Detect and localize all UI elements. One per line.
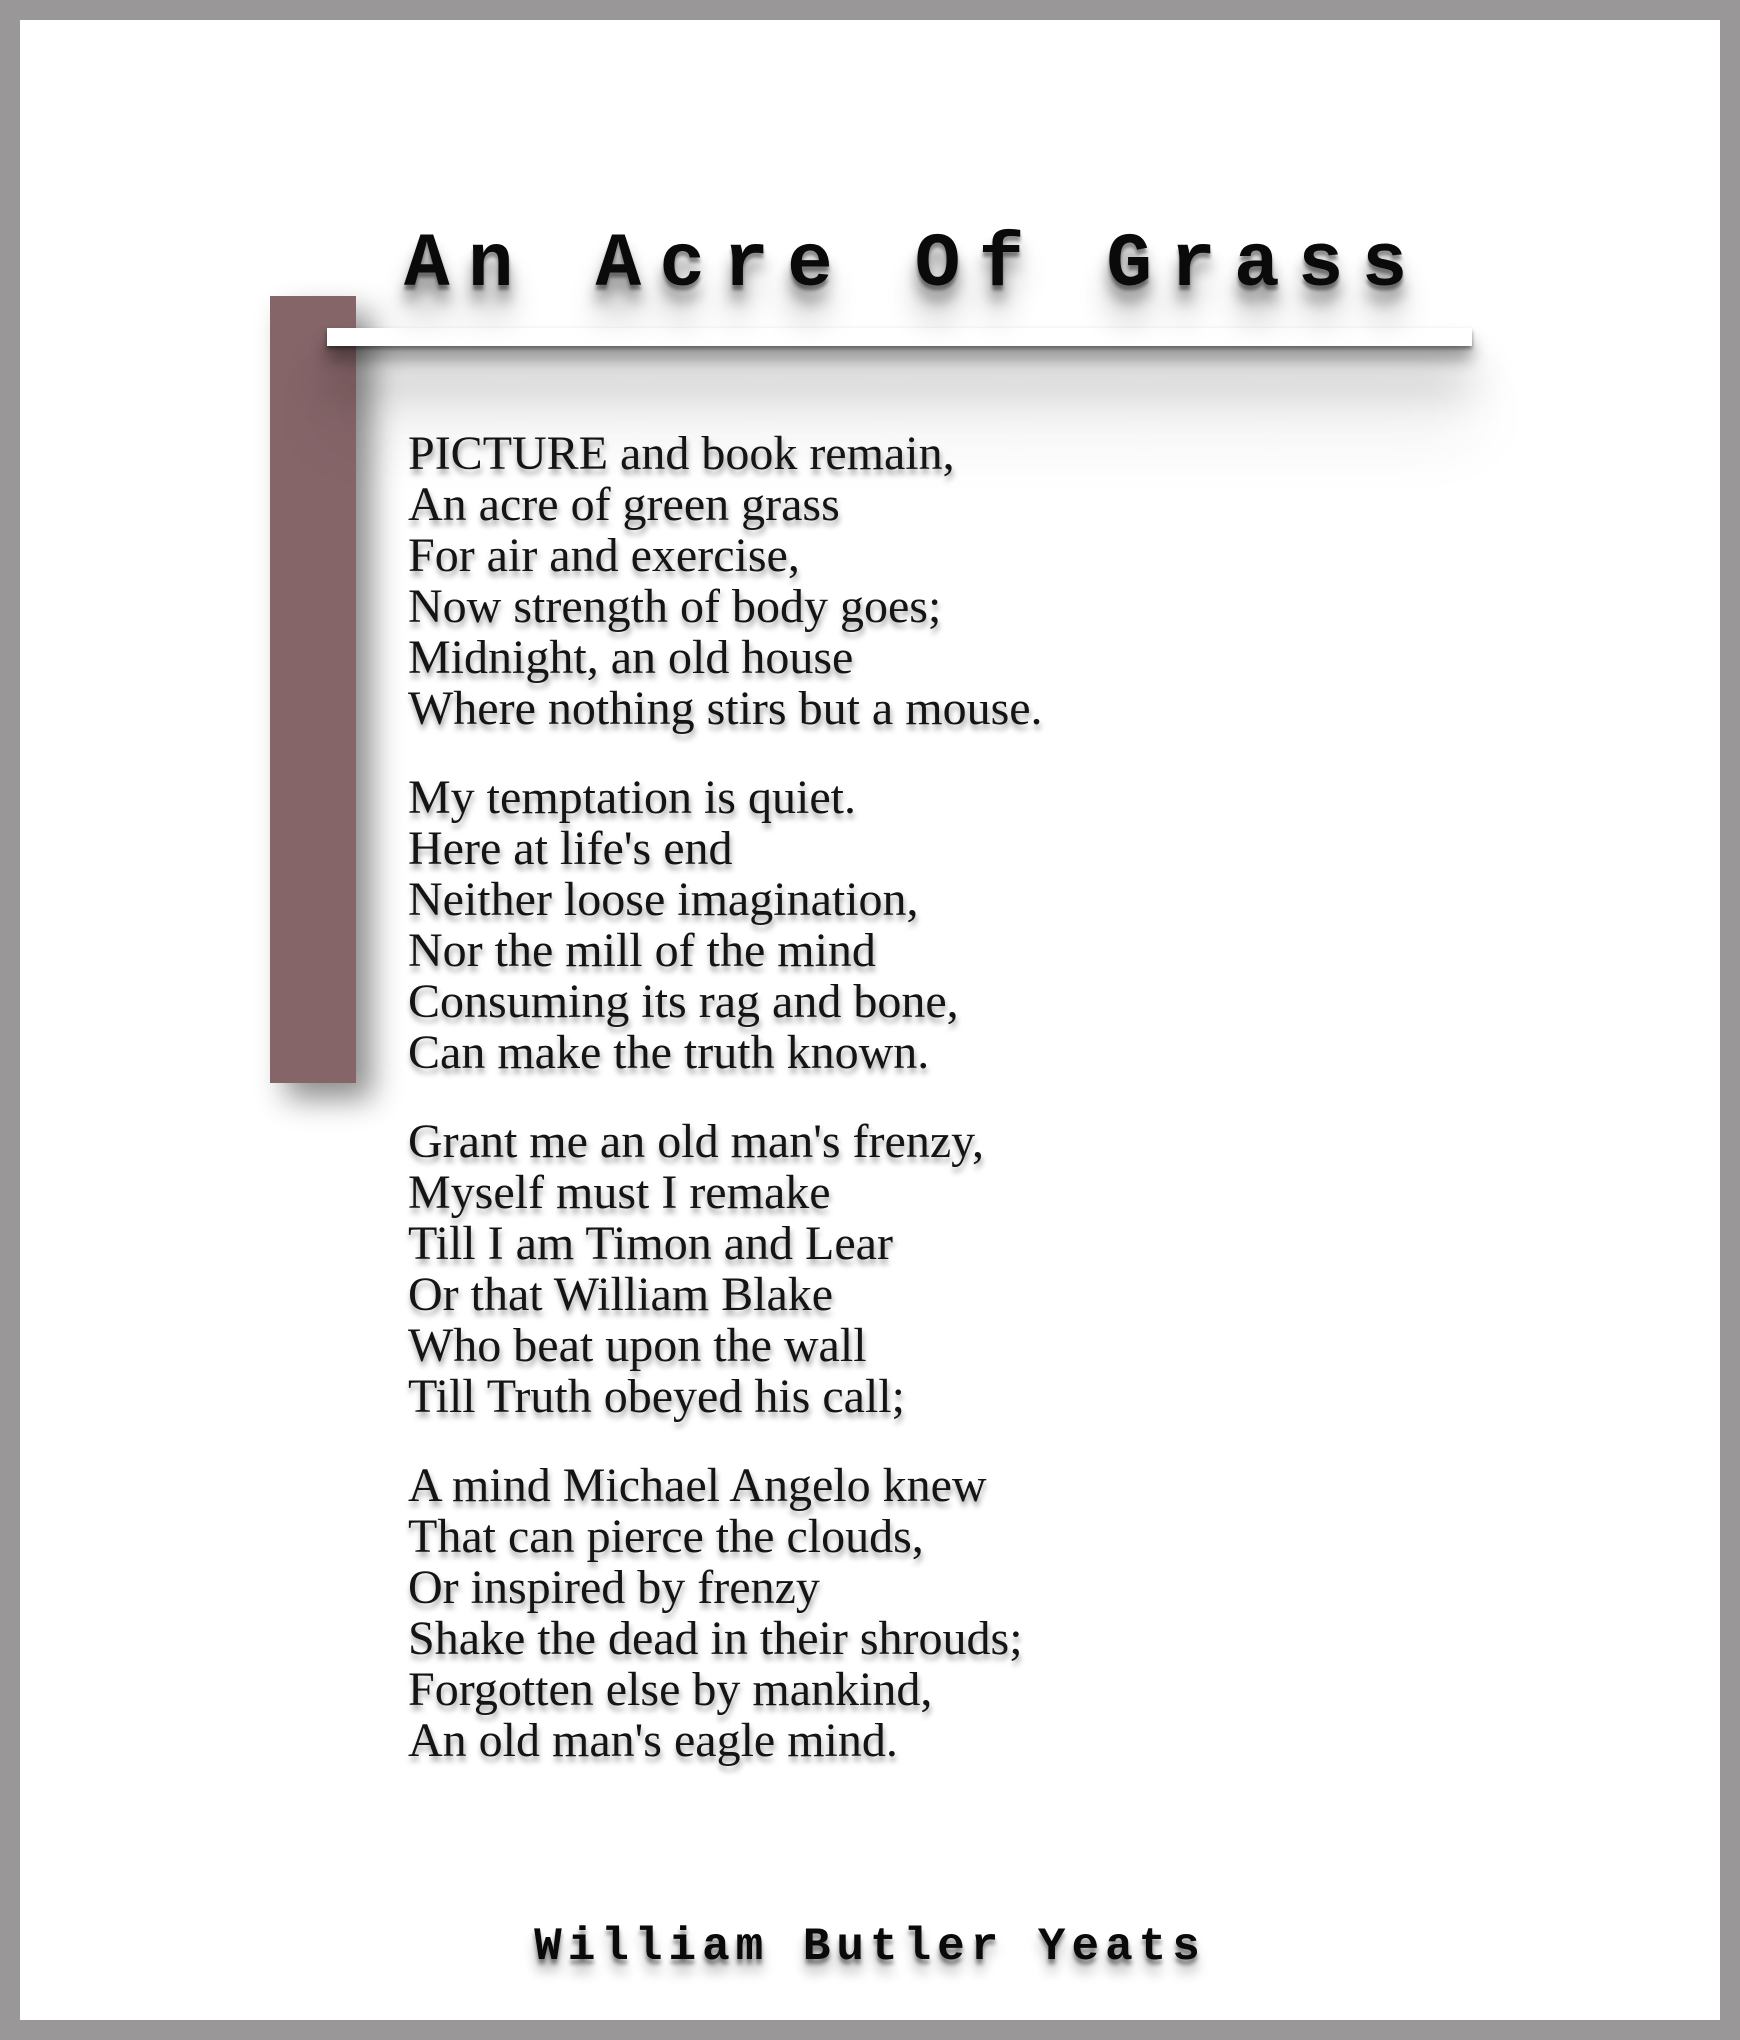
poem-line: Midnight, an old house	[408, 631, 854, 684]
poem-line: Here at life's end	[408, 822, 733, 875]
poem-line: Grant me an old man's frenzy,	[408, 1115, 984, 1168]
poem-line: My temptation is quiet.	[408, 771, 856, 824]
stanza	[408, 772, 1043, 1078]
poem-line: Or inspired by frenzy	[408, 1561, 820, 1614]
poem-line: Who beat upon the wall	[408, 1319, 867, 1372]
poem-line: An acre of green grass	[408, 478, 840, 531]
title-underline-rule	[327, 328, 1472, 346]
stanza	[408, 428, 1043, 734]
poem-line: Where nothing stirs but a mouse.	[408, 682, 1043, 735]
poem-line: Can make the truth known.	[408, 1026, 930, 1079]
poem-author: William Butler Yeats	[534, 1921, 1206, 1973]
poem-line: Nor the mill of the mind	[408, 924, 876, 977]
stanza	[408, 1116, 1043, 1422]
poem-line: Forgotten else by mankind,	[408, 1663, 933, 1716]
poem-title: An Acre Of Grass	[404, 222, 1426, 308]
poem	[408, 428, 1043, 1804]
poem-line: Neither loose imagination,	[408, 873, 919, 926]
page-background	[20, 20, 1720, 2020]
poem-line: That can pierce the clouds,	[408, 1510, 924, 1563]
poem-line: Consuming its rag and bone,	[408, 975, 959, 1028]
poem-line: PICTURE and book remain,	[408, 427, 955, 480]
poem-line: A mind Michael Angelo knew	[408, 1459, 987, 1512]
poem-line: Now strength of body goes;	[408, 580, 942, 633]
stanza	[408, 1460, 1043, 1766]
poem-line: Till Truth obeyed his call;	[408, 1370, 905, 1423]
poem-line: Myself must I remake	[408, 1166, 831, 1219]
poem-line: For air and exercise,	[408, 529, 800, 582]
poem-line: Or that William Blake	[408, 1268, 834, 1321]
poem-line: An old man's eagle mind.	[408, 1714, 898, 1767]
decorative-side-bar	[270, 296, 356, 1083]
poem-line: Till I am Timon and Lear	[408, 1217, 893, 1270]
poem-line: Shake the dead in their shrouds;	[408, 1612, 1023, 1665]
